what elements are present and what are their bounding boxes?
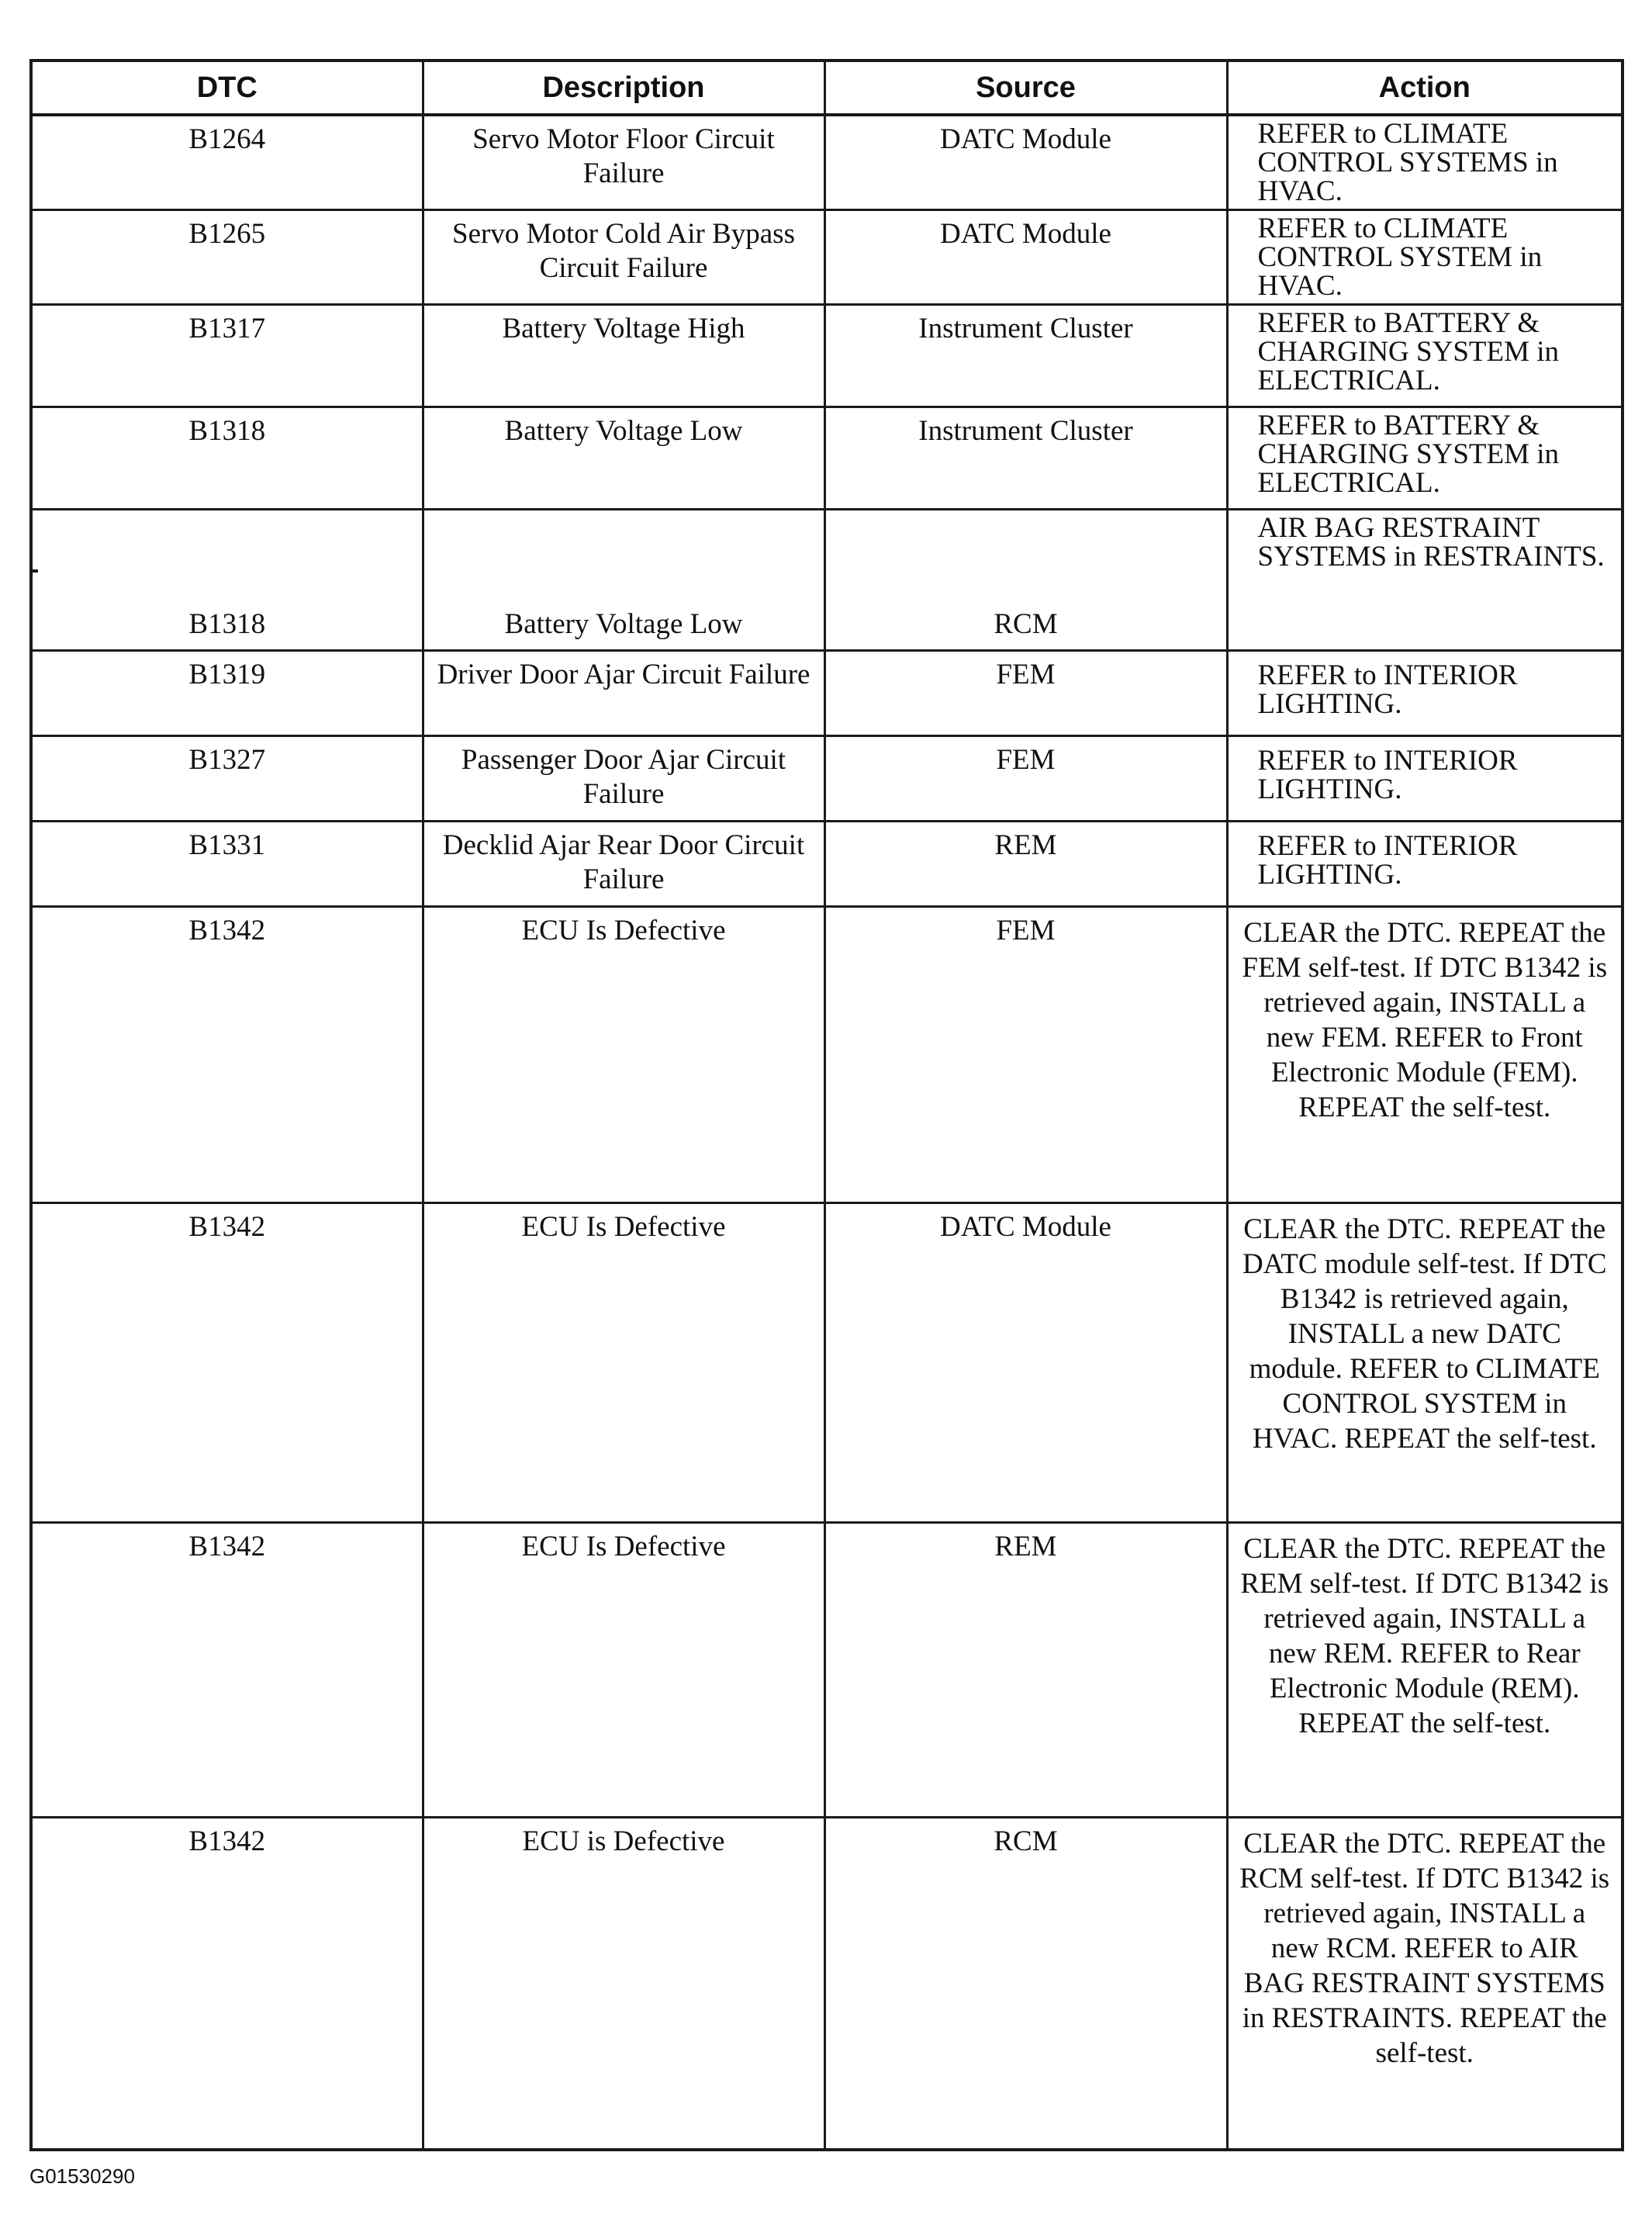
dtc-action: CLEAR the DTC. REPEAT the FEM self-test. If DTC B1342 is retrieved again, INSTALL a new FEM. REFER to Front Electronic Module (FEM). REPEAT the self-test.	[1227, 907, 1623, 1203]
dtc-source: RCM	[824, 1818, 1227, 2150]
dtc-source: REM	[824, 1523, 1227, 1818]
dtc-description: ECU is Defective	[423, 1818, 824, 2150]
dtc-code: B1342	[31, 1203, 423, 1523]
dtc-source: FEM	[824, 651, 1227, 736]
dtc-source: REM	[824, 822, 1227, 907]
dtc-code: B1317	[31, 305, 423, 407]
dtc-code: B1342	[31, 1523, 423, 1818]
dtc-description: Driver Door Ajar Circuit Failure	[423, 651, 824, 736]
header-dtc: DTC	[31, 61, 423, 115]
dtc-action: CLEAR the DTC. REPEAT the REM self-test. If DTC B1342 is retrieved again, INSTALL a new REM. REFER to Rear Electronic Module (REM). REPEAT the self-test.	[1227, 1523, 1623, 1818]
table-row	[31, 1818, 1623, 2150]
dtc-description: ECU Is Defective	[423, 1203, 824, 1523]
dtc-source: DATC Module	[824, 210, 1227, 305]
dtc-description: Servo Motor Cold Air Bypass Circuit Failure	[423, 210, 824, 305]
dtc-action: AIR BAG RESTRAINT SYSTEMS in RESTRAINTS.	[1227, 510, 1623, 651]
dtc-code: B1342	[31, 907, 423, 1203]
dtc-source: Instrument Cluster	[824, 305, 1227, 407]
table-row	[31, 907, 1623, 1203]
table-row	[31, 305, 1623, 407]
table-row	[31, 510, 1623, 651]
dtc-description: ECU Is Defective	[423, 1523, 824, 1818]
dtc-code: B1327	[31, 736, 423, 822]
dtc-description: Decklid Ajar Rear Door Circuit Failure	[423, 822, 824, 907]
table-row	[31, 210, 1623, 305]
dtc-action: REFER to CLIMATE CONTROL SYSTEMS in HVAC.	[1227, 115, 1623, 210]
dtc-action: CLEAR the DTC. REPEAT the DATC module self-test. If DTC B1342 is retrieved again, INSTALL a new DATC module. REFER to CLIMATE CONTROL SYSTEM in HVAC. REPEAT the self-test.	[1227, 1203, 1623, 1523]
dtc-code: B1318	[31, 510, 423, 651]
table-row	[31, 651, 1623, 736]
dtc-description: ECU Is Defective	[423, 907, 824, 1203]
dtc-source: Instrument Cluster	[824, 407, 1227, 510]
table-row	[31, 407, 1623, 510]
figure-id: G01530290	[29, 2164, 135, 2188]
dtc-table	[29, 59, 1624, 2151]
table-row	[31, 822, 1623, 907]
dtc-code: B1264	[31, 115, 423, 210]
dtc-source: FEM	[824, 907, 1227, 1203]
dtc-source: DATC Module	[824, 115, 1227, 210]
margin-tick-mark	[32, 569, 38, 573]
dtc-action: REFER to INTERIOR LIGHTING.	[1227, 822, 1623, 907]
dtc-action: CLEAR the DTC. REPEAT the RCM self-test. If DTC B1342 is retrieved again, INSTALL a new RCM. REFER to AIR BAG RESTRAINT SYSTEMS in RESTRAINTS. REPEAT the self-test.	[1227, 1818, 1623, 2150]
dtc-code: B1331	[31, 822, 423, 907]
table-row	[31, 736, 1623, 822]
dtc-description: Servo Motor Floor Circuit Failure	[423, 115, 824, 210]
header-description: Description	[423, 61, 824, 115]
dtc-source: DATC Module	[824, 1203, 1227, 1523]
dtc-description: Passenger Door Ajar Circuit Failure	[423, 736, 824, 822]
table-header-row	[31, 61, 1623, 115]
dtc-action: REFER to BATTERY & CHARGING SYSTEM in ELECTRICAL.	[1227, 407, 1623, 510]
dtc-action: REFER to CLIMATE CONTROL SYSTEM in HVAC.	[1227, 210, 1623, 305]
table-row	[31, 115, 1623, 210]
dtc-source: RCM	[824, 510, 1227, 651]
dtc-action: REFER to INTERIOR LIGHTING.	[1227, 736, 1623, 822]
dtc-code: B1342	[31, 1818, 423, 2150]
dtc-description: Battery Voltage Low	[423, 407, 824, 510]
header-source: Source	[824, 61, 1227, 115]
table-row	[31, 1203, 1623, 1523]
dtc-code: B1319	[31, 651, 423, 736]
table-row	[31, 1523, 1623, 1818]
dtc-description: Battery Voltage High	[423, 305, 824, 407]
dtc-code: B1265	[31, 210, 423, 305]
dtc-action: REFER to BATTERY & CHARGING SYSTEM in ELECTRICAL.	[1227, 305, 1623, 407]
dtc-code: B1318	[31, 407, 423, 510]
dtc-action: REFER to INTERIOR LIGHTING.	[1227, 651, 1623, 736]
dtc-source: FEM	[824, 736, 1227, 822]
dtc-description: Battery Voltage Low	[423, 510, 824, 651]
header-action: Action	[1227, 61, 1623, 115]
